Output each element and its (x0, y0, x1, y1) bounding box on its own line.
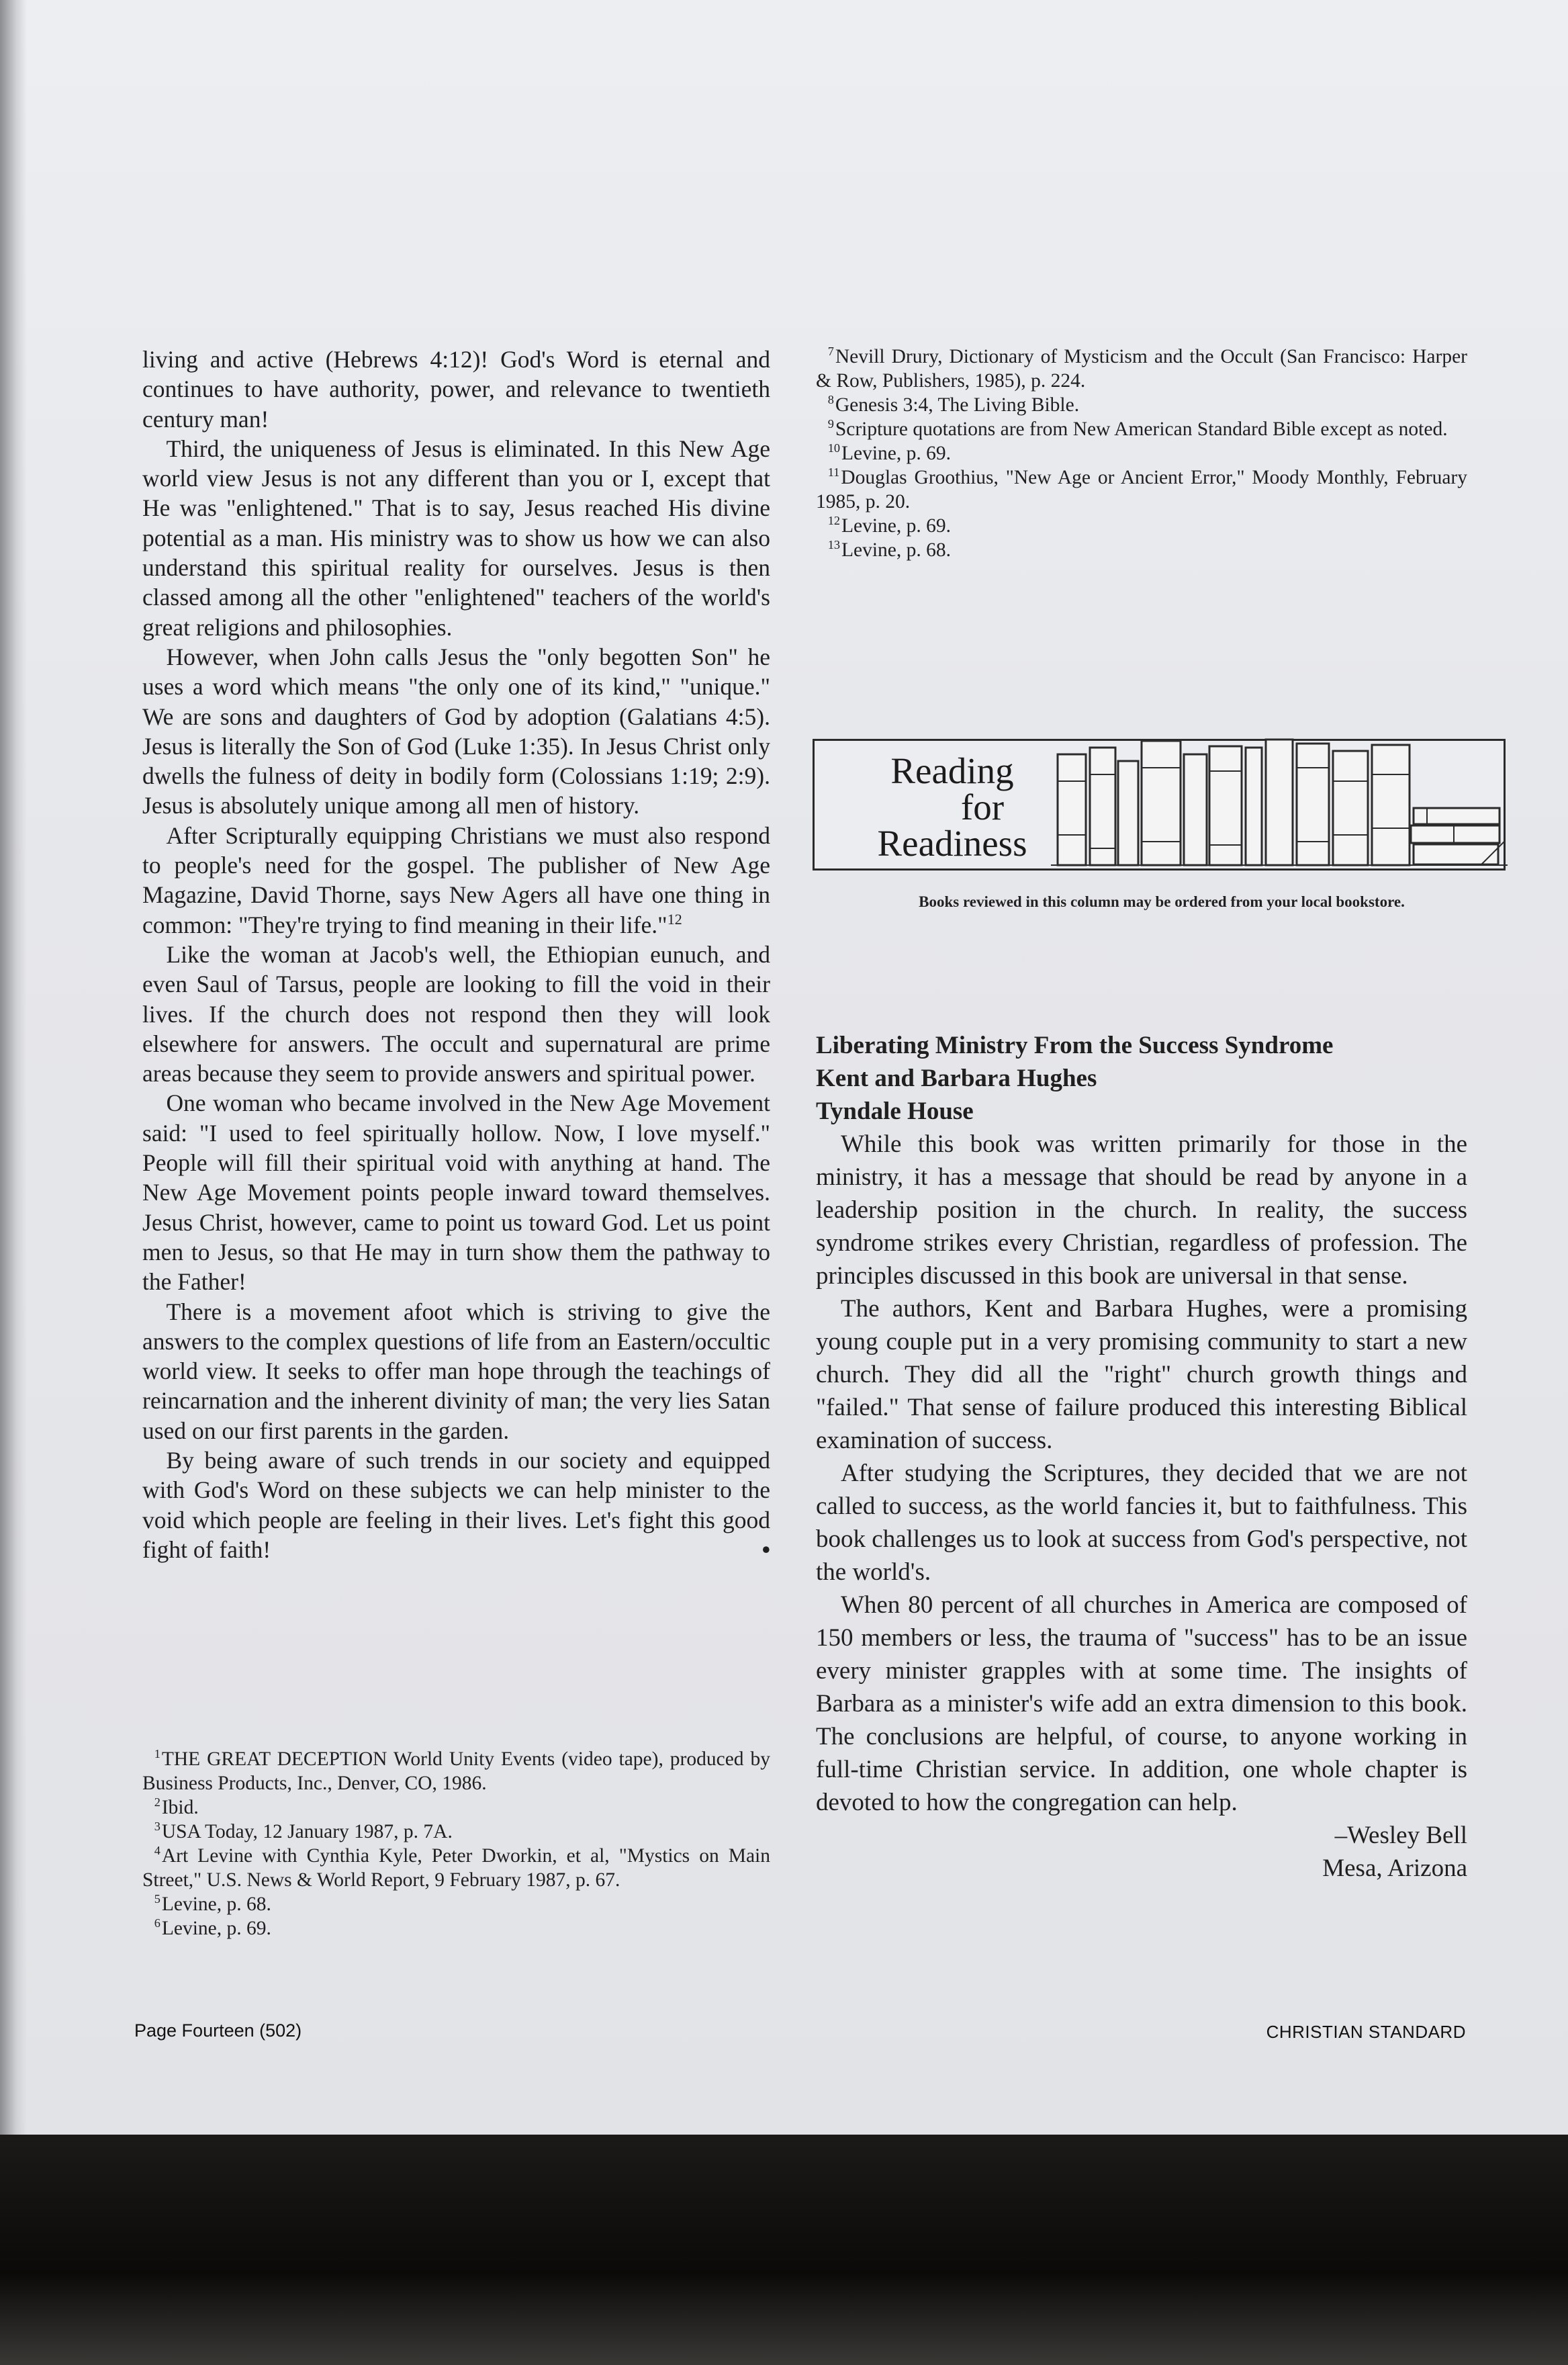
footnote (816, 538, 1467, 562)
end-mark: • (762, 1535, 770, 1563)
footnote-text: THE GREAT DECEPTION World Unity Events (video tape), produced by Business Products, Inc., Denver, CO, 1986. (142, 1748, 770, 1794)
paragraph: After studying the Scriptures, they decided that we are not called to success, as the world fancies it, but to faithfulness. This book challenges us to look at success from God's perspective, not the world's. (816, 1460, 1467, 1586)
footnote (142, 1747, 770, 1795)
footnote-text: Levine, p. 68. (841, 539, 951, 561)
paragraph: One woman who became involved in the New Age Movement said: "I used to feel spiritually hollow. Now, I love myself." People will fill their spiritual void with anything at hand. The New Age Movement points people inward toward themselves. Jesus Christ, however, came to point us toward God. Let us point men to Jesus, so that He may in turn show them the pathway to the Father! (142, 1089, 770, 1296)
reading-for-readiness-banner (813, 739, 1506, 871)
paragraph (142, 1445, 770, 1564)
banner-caption: Books reviewed in this column may be ordered from your local bookstore. (919, 893, 1405, 910)
paragraph: When 80 percent of all churches in America are composed of 150 members or less, the trauma of "success" has to be an issue every minister grapples with at some time. The insights of Barbara as a minister's wife add an extra dimension to this book. The conclusions are helpful, of course, to anyone working in full-time Christian service. In addition, one whole chapter is devoted to how the congregation can help. (816, 1591, 1467, 1816)
footnote (142, 1844, 770, 1892)
paragraph: While this book was written primarily for those in the ministry, it has a message that should be read by anyone in a leadership position in the church. In reality, the success syndrome strikes every Christian, regardless of profession. The principles discussed in this book are universal in that sense. (816, 1130, 1467, 1290)
footnotes-left (142, 1747, 770, 1940)
footnote-number: 9 (827, 417, 834, 431)
reviewer-name: –Wesley Bell (1334, 1822, 1467, 1849)
footnote-text: Scripture quotations are from New American Standard Bible except as noted. (835, 418, 1448, 440)
footnote (816, 441, 1467, 465)
footnote-number: 12 (827, 514, 840, 528)
paragraph-text: By being aware of such trends in our society and equipped with God's Word on these subjects we can help minister to the void which people are feeling in their lives. Let's fight this good fight of faith! (142, 1446, 770, 1563)
footnote (142, 1820, 770, 1844)
review-book-title: Liberating Ministry From the Success Syndrome (816, 1032, 1334, 1059)
paragraph: The authors, Kent and Barbara Hughes, were a promising young couple put in a very promising community to start a new church. They did all the "right" church growth things and "failed." That sense of failure produced this interesting Biblical examination of success. (816, 1295, 1467, 1454)
footnote (142, 1916, 770, 1940)
banner-title-line: for (960, 787, 1005, 828)
footnote-number: 3 (154, 1820, 160, 1834)
footnote (142, 1795, 770, 1820)
footnote-number: 13 (827, 538, 840, 552)
footnote-number: 6 (154, 1916, 160, 1930)
footnotes-right (816, 345, 1467, 562)
footnote (816, 393, 1467, 417)
book-review (816, 1029, 1467, 1885)
footnote-text: Douglas Groothius, "New Age or Ancient Error," Moody Monthly, February 1985, p. 20. (816, 467, 1467, 512)
paragraph: However, when John calls Jesus the "only begotten Son" he uses a word which means "the only one of its kind," "unique." We are sons and daughters of God by adoption (Galatians 4:5). Jesus is literally the Son of God (Luke 1:35). In Jesus Christ only dwells the fulness of deity in bodily form (Colossians 1:19; 2:9). Jesus is absolutely unique among all men of history. (142, 643, 770, 819)
footnote-number: 10 (827, 441, 840, 455)
review-book-publisher: Tyndale House (816, 1098, 974, 1125)
banner-title (841, 750, 1063, 864)
footnote-number: 8 (827, 393, 834, 407)
footnote-text: Levine, p. 69. (841, 443, 951, 464)
footnote (142, 1892, 770, 1916)
footnote-text: Ibid. (161, 1797, 199, 1818)
footnote-ref: 12 (667, 910, 682, 928)
paragraph: living and active (Hebrews 4:12)! God's Word is eternal and continues to have authority, power, and relevance to twentieth century man! (142, 346, 770, 433)
footnote-number: 7 (827, 345, 834, 359)
footnote-text: Art Levine with Cynthia Kyle, Peter Dworkin, et al, "Mystics on Main Street," U.S. News & World Report, 9 February 1987, p. 67. (142, 1845, 770, 1891)
footnote-text: Genesis 3:4, The Living Bible. (835, 394, 1080, 416)
footnote-text: Levine, p. 69. (161, 1918, 271, 1939)
publication-name: CHRISTIAN STANDARD (1266, 2022, 1466, 2042)
footnote-number: 2 (154, 1795, 160, 1810)
page-number: Page Fourteen (502) (134, 2020, 302, 2041)
paragraph: Like the woman at Jacob's well, the Ethiopian eunuch, and even Saul of Tarsus, people are looking to fill the void in their lives. If the church does not respond then they will look elsewhere for answers. The occult and supernatural are prime areas because they seem to provide answers and spiritual power. (142, 940, 770, 1087)
banner-title-line: Reading (890, 750, 1014, 791)
page-gutter-shadow (0, 0, 27, 2135)
reviewer-location: Mesa, Arizona (1322, 1855, 1467, 1882)
footnote-number: 4 (154, 1844, 160, 1858)
footnote-number: 11 (827, 465, 840, 480)
footnote-text: Levine, p. 68. (161, 1893, 271, 1915)
footnote (816, 514, 1467, 538)
paragraph (142, 821, 770, 940)
review-book-authors: Kent and Barbara Hughes (816, 1065, 1097, 1092)
banner-title-line: Readiness (877, 823, 1027, 864)
footnote (816, 417, 1467, 441)
bookshelf-illustration (1051, 734, 1508, 873)
footnote-text: Nevill Drury, Dictionary of Mysticism and the Occult (San Francisco: Harper & Row, Publishers, 1985), p. 224. (816, 346, 1467, 392)
article-left-column (142, 345, 770, 1564)
footnote-number: 5 (154, 1892, 160, 1906)
footnote-number: 1 (154, 1747, 160, 1761)
footnote (816, 465, 1467, 514)
footnote (816, 345, 1467, 393)
paragraph: There is a movement afoot which is striving to give the answers to the complex questions of life from an Eastern/occultic world view. It seeks to offer man hope through the teachings of reincarnation and the inherent divinity of man; the very lies Satan used on our first parents in the garden. (142, 1298, 770, 1444)
footnote-text: USA Today, 12 January 1987, p. 7A. (161, 1821, 453, 1842)
paragraph: Third, the uniqueness of Jesus is eliminated. In this New Age world view Jesus is not any different than you or I, except that He was "enlightened." That is to say, Jesus reached His divine potential as a man. His ministry was to show us how we can also understand this spiritual reality for ourselves. Jesus is then classed among all the other "enlightened" teachers of the world's great religions and philosophies. (142, 435, 770, 641)
paragraph-text: After Scripturally equipping Christians we must also respond to people's need for the gospel. The publisher of New Age Magazine, David Thorne, says New Agers all have one thing in common: "They're trying to find meaning in their life." (142, 821, 770, 938)
footnote-text: Levine, p. 69. (841, 515, 951, 537)
scan-background (0, 2135, 1568, 2365)
